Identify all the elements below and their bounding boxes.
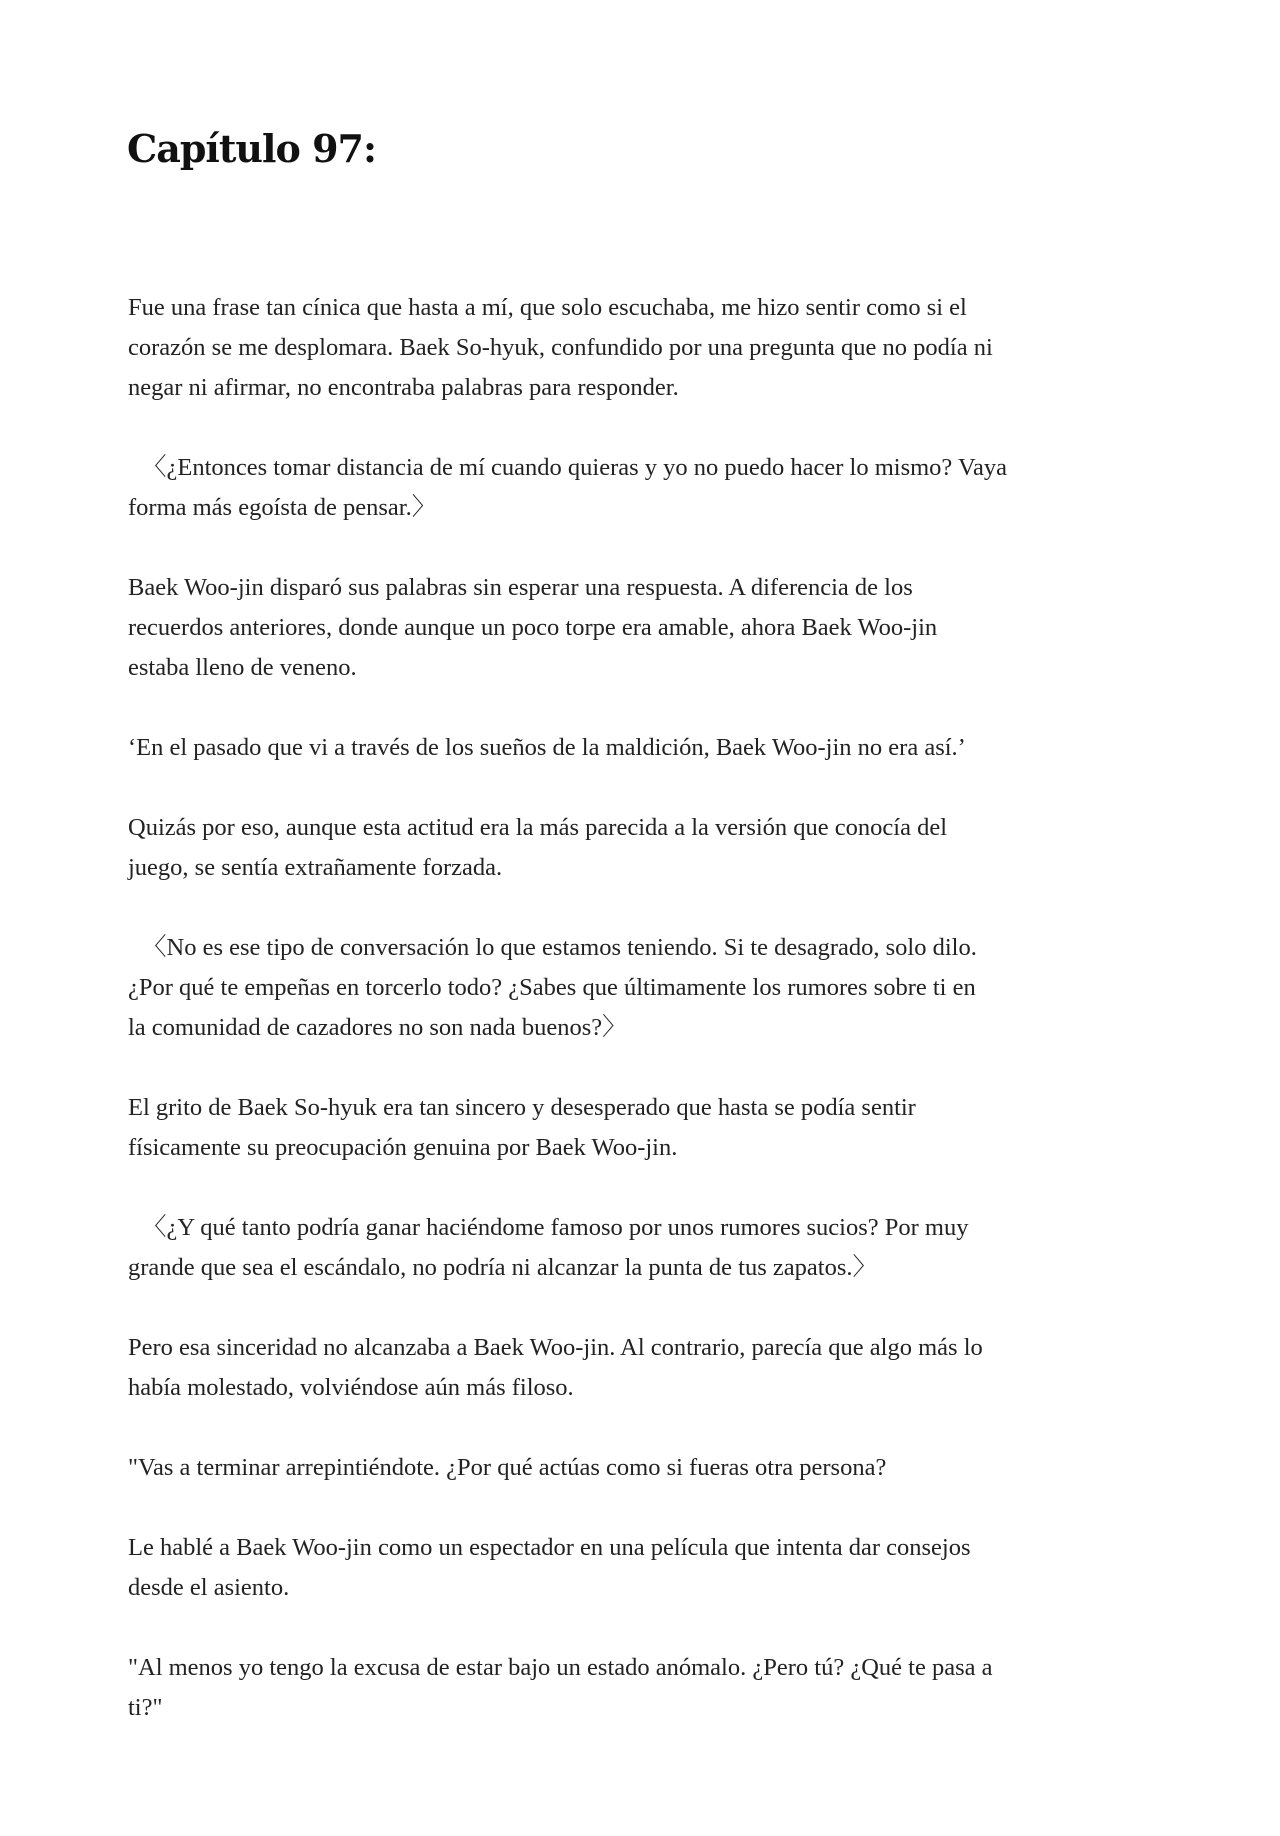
speech-paragraph xyxy=(128,1448,1188,1488)
text-line: la comunidad de cazadores no son nada buenos?〉 xyxy=(128,1014,627,1041)
text-line: había molestado, volviéndose aún más filoso. xyxy=(128,1374,574,1401)
text-line: grande que sea el escándalo, no podría ni alcanzar la punta de tus zapatos.〉 xyxy=(128,1254,877,1281)
dialog-paragraph xyxy=(128,448,1188,528)
text-line: "Al menos yo tengo la excusa de estar bajo un estado anómalo. ¿Pero tú? ¿Qué te pasa a xyxy=(128,1654,993,1681)
text-line: físicamente su preocupación genuina por Baek Woo-jin. xyxy=(128,1134,678,1161)
text-line: desde el asiento. xyxy=(128,1574,290,1601)
text-line: Le hablé a Baek Woo-jin como un espectador en una película que intenta dar consejos xyxy=(128,1534,971,1561)
text-line: negar ni afirmar, no encontraba palabras para responder. xyxy=(128,374,679,401)
narration-paragraph xyxy=(128,1328,1188,1408)
text-line: Quizás por eso, aunque esta actitud era la más parecida a la versión que conocía del xyxy=(128,814,948,841)
narration-paragraph xyxy=(128,1528,1188,1608)
text-line: corazón se me desplomara. Baek So-hyuk, confundido por una pregunta que no podía ni xyxy=(128,334,993,361)
narration-paragraph xyxy=(128,1088,1188,1168)
speech-paragraph xyxy=(128,1648,1188,1728)
text-line: Fue una frase tan cínica que hasta a mí, que solo escuchaba, me hizo sentir como si el xyxy=(128,294,967,321)
chapter-body xyxy=(128,288,1188,1768)
narration-paragraph xyxy=(128,808,1188,888)
text-line: Baek Woo-jin disparó sus palabras sin esperar una respuesta. A diferencia de los xyxy=(128,574,913,601)
dialog-paragraph xyxy=(128,1208,1188,1288)
narration-paragraph xyxy=(128,288,1188,408)
text-line: El grito de Baek So-hyuk era tan sincero y desesperado que hasta se podía sentir xyxy=(128,1094,916,1121)
text-line: juego, se sentía extrañamente forzada. xyxy=(128,854,503,881)
text-line: Pero esa sinceridad no alcanzaba a Baek Woo-jin. Al contrario, parecía que algo más lo xyxy=(128,1334,983,1361)
text-line: recuerdos anteriores, donde aunque un poco torpe era amable, ahora Baek Woo-jin xyxy=(128,614,938,641)
dialog-paragraph xyxy=(128,928,1188,1048)
text-line: ti?" xyxy=(128,1694,163,1721)
text-line: ¿Por qué te empeñas en torcerlo todo? ¿Sabes que últimamente los rumores sobre ti en xyxy=(128,974,976,1001)
narration-paragraph xyxy=(128,568,1188,688)
text-line: 〈No es ese tipo de conversación lo que estamos teniendo. Si te desagrado, solo dilo. xyxy=(142,934,977,961)
text-line: forma más egoísta de pensar.〉 xyxy=(128,494,437,521)
chapter-title: Capítulo 97: xyxy=(127,126,376,171)
text-line: estaba lleno de veneno. xyxy=(128,654,357,681)
thought-paragraph xyxy=(128,728,1188,768)
text-line: "Vas a terminar arrepintiéndote. ¿Por qué actúas como si fueras otra persona? xyxy=(128,1454,887,1481)
text-line: 〈¿Y qué tanto podría ganar haciéndome famoso por unos rumores sucios? Por muy xyxy=(142,1214,969,1241)
text-line: ‘En el pasado que vi a través de los sueños de la maldición, Baek Woo-jin no era así.’ xyxy=(128,734,966,761)
text-line: 〈¿Entonces tomar distancia de mí cuando quieras y yo no puedo hacer lo mismo? Vaya xyxy=(142,454,1007,481)
